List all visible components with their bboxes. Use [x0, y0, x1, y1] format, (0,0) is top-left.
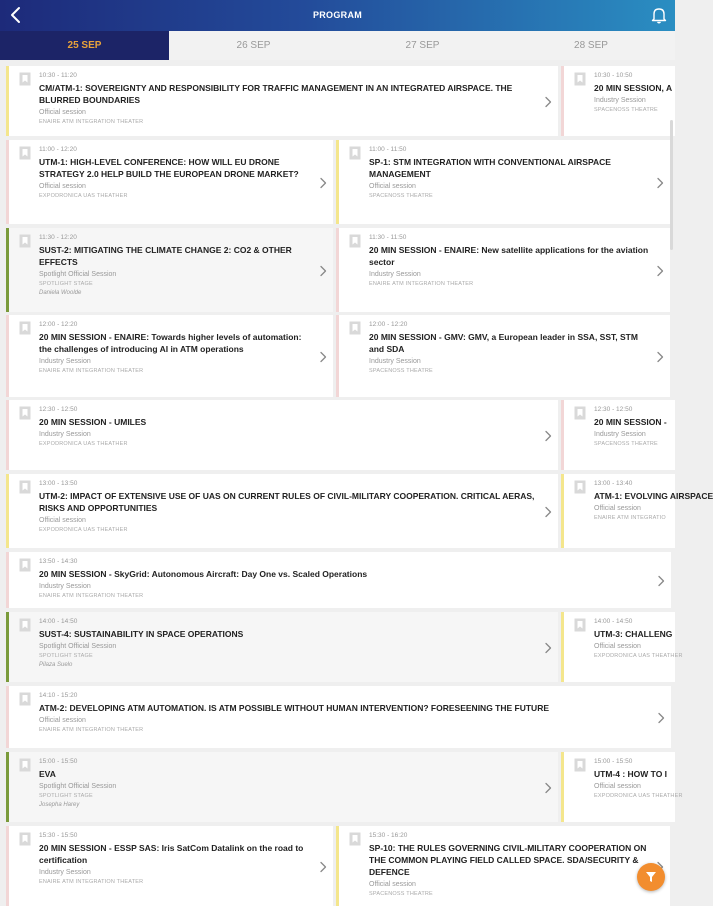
session-speaker: Josepha Harey — [39, 802, 80, 808]
bookmark-icon[interactable] — [19, 832, 31, 846]
session-title: CM/ATM-1: SOVEREIGNTY AND RESPONSIBILITY FOR TRAFFIC MANAGEMENT IN AN INTEGRATED AIRSPACE. THE BLURRED BOUNDARIES — [39, 83, 513, 105]
chevron-right-icon — [319, 860, 327, 872]
session-card[interactable] — [561, 474, 713, 548]
session-time: 14:10 - 15:20 — [39, 692, 78, 699]
session-speaker: Pilaza Suelo — [39, 662, 73, 668]
session-type: Industry Session — [594, 97, 646, 104]
session-title: SP-1: STM INTEGRATION WITH CONVENTIONAL AIRSPACE MANAGEMENT — [369, 157, 611, 179]
bell-icon[interactable] — [651, 6, 667, 24]
session-body — [39, 72, 538, 127]
chevron-right-icon — [544, 429, 552, 441]
session-title: 20 MIN SESSION - GMV: GMV, a European leader in SSA, SST, STM and SDA — [369, 332, 638, 354]
session-card[interactable] — [336, 826, 670, 906]
session-title: 20 MIN SESSION - SkyGrid: Autonomous Aircraft: Day One vs. Scaled Operations — [39, 569, 368, 579]
session-title: ATM-1: EVOLVING AIRSPACE — [594, 491, 713, 501]
session-card[interactable] — [561, 752, 683, 822]
session-room: SPACENOSS THEATRE — [369, 368, 433, 374]
session-card[interactable] — [6, 315, 333, 397]
session-room: ENAIRE ATM INTEGRATION THEATER — [39, 727, 144, 733]
bookmark-icon[interactable] — [19, 758, 31, 772]
session-title: 20 MIN SESSION - ESSP SAS: Iris SatCom Datalink on the road to certification — [39, 843, 304, 865]
session-grid — [0, 60, 713, 900]
chevron-right-icon — [657, 574, 665, 586]
session-card[interactable] — [561, 66, 675, 136]
session-time: 12:30 - 12:50 — [594, 406, 633, 413]
bookmark-icon[interactable] — [349, 832, 361, 846]
session-title: SUST-4: SUSTAINABILITY IN SPACE OPERATIONS — [39, 629, 244, 639]
session-room: ENAIRE ATM INTEGRATION THEATER — [39, 879, 144, 885]
session-card[interactable] — [336, 315, 670, 397]
session-time: 10:30 - 11:20 — [39, 72, 77, 79]
session-title: 20 MIN SESSION, A — [594, 83, 673, 93]
bookmark-icon[interactable] — [19, 692, 31, 706]
session-time: 15:30 - 15:50 — [39, 832, 78, 839]
bookmark-icon[interactable] — [574, 480, 586, 494]
session-type: Industry Session — [39, 358, 91, 365]
session-body — [369, 146, 650, 201]
session-time: 12:00 - 12:20 — [39, 321, 78, 328]
session-card[interactable] — [6, 400, 558, 470]
session-card[interactable] — [6, 228, 333, 312]
session-title: 20 MIN SESSION - UMILES — [39, 417, 147, 427]
session-body — [594, 480, 713, 523]
session-room: ENAIRE ATM INTEGRATION THEATER — [39, 593, 144, 599]
session-card[interactable] — [6, 612, 558, 682]
session-card[interactable] — [6, 552, 671, 608]
session-card[interactable] — [561, 400, 675, 470]
session-time: 15:00 - 15:50 — [594, 758, 633, 765]
session-title: EVA — [39, 769, 56, 779]
bookmark-icon[interactable] — [19, 618, 31, 632]
session-body — [39, 406, 538, 449]
app-header — [0, 0, 675, 31]
bookmark-icon[interactable] — [19, 72, 31, 86]
session-room: SPACENOSS THEATRE — [594, 441, 658, 447]
session-title: 20 MIN SESSION - ENAIRE: New satellite applications for the aviation sector — [369, 245, 649, 267]
session-room: ENAIRE ATM INTEGRATION THEATER — [369, 281, 474, 287]
session-card[interactable] — [6, 826, 333, 906]
session-card[interactable] — [336, 140, 670, 224]
session-type: Industry Session — [369, 271, 421, 278]
bookmark-icon[interactable] — [574, 758, 586, 772]
session-time: 11:00 - 12:20 — [39, 146, 77, 153]
session-body — [39, 618, 538, 670]
session-room: SPACENOSS THEATRE — [369, 891, 433, 897]
session-body — [39, 321, 313, 376]
session-room: EXPODRONICA UAS THEATHER — [594, 793, 683, 799]
session-time: 15:30 - 16:20 — [369, 832, 408, 839]
session-time: 13:50 - 14:30 — [39, 558, 78, 565]
session-type: Official session — [39, 109, 86, 116]
session-title: 20 MIN SESSION - ENAIRE: Towards higher levels of automation: the challenges of introducing AI in ATM operations — [39, 332, 302, 354]
session-type: Industry Session — [39, 869, 91, 876]
session-room: SPACENOSS THEATRE — [369, 193, 433, 199]
session-title: UTM-4 : HOW TO I — [594, 769, 668, 779]
session-card[interactable] — [6, 686, 671, 748]
filter-button[interactable] — [637, 863, 665, 891]
session-type: Official session — [369, 183, 416, 190]
session-title: UTM-3: CHALLENG — [594, 629, 673, 639]
session-type: Industry Session — [369, 358, 421, 365]
page-title: PROGRAM — [312, 10, 363, 20]
session-room: EXPODRONICA UAS THEATHER — [594, 653, 683, 659]
session-time: 14:00 - 14:50 — [39, 618, 78, 625]
session-room: SPOTLIGHT STAGE — [39, 281, 93, 287]
session-room: EXPODRONICA UAS THEATHER — [39, 441, 128, 447]
session-type: Industry Session — [594, 431, 646, 438]
session-card[interactable] — [6, 140, 333, 224]
session-type: Official session — [39, 183, 86, 190]
bookmark-icon[interactable] — [19, 406, 31, 420]
session-type: Industry Session — [39, 583, 91, 590]
session-body — [39, 692, 651, 735]
session-room: EXPODRONICA UAS THEATHER — [39, 193, 128, 199]
bookmark-icon[interactable] — [349, 321, 361, 335]
date-tabs — [0, 31, 675, 60]
chevron-right-icon — [656, 264, 664, 276]
tab-27-sep[interactable]: 27 SEP — [405, 40, 440, 51]
bookmark-icon[interactable] — [574, 618, 586, 632]
session-room: ENAIRE ATM INTEGRATION THEATER — [39, 119, 144, 125]
session-type: Spotlight Official Session — [39, 783, 117, 790]
session-room: ENAIRE ATM INTEGRATIO — [594, 515, 666, 521]
session-time: 11:00 - 11:50 — [369, 146, 407, 153]
tab-25-sep[interactable]: 25 SEP — [0, 31, 169, 60]
session-body — [39, 480, 538, 535]
chevron-right-icon — [319, 350, 327, 362]
chevron-right-icon — [319, 264, 327, 276]
session-type: Industry Session — [39, 431, 91, 438]
chevron-right-icon — [656, 176, 664, 188]
bookmark-icon[interactable] — [19, 480, 31, 494]
bookmark-icon[interactable] — [349, 234, 361, 248]
session-body — [594, 618, 683, 661]
tab-28-sep[interactable]: 28 SEP — [574, 40, 608, 51]
session-title: UTM-2: IMPACT OF EXTENSIVE USE OF UAS ON CURRENT RULES OF CIVIL-MILITARY COOPERATION. CRITICAL AERAS, RISKS AND OPPORTUNITIES — [39, 491, 535, 513]
session-card[interactable] — [561, 612, 683, 682]
session-title: 20 MIN SESSION - — [594, 417, 667, 427]
session-time: 11:30 - 11:50 — [369, 234, 407, 241]
bookmark-icon[interactable] — [574, 406, 586, 420]
session-title: SP-10: THE RULES GOVERNING CIVIL-MILITARY COOPERATION ON THE COMMON PLAYING FIELD CALLED SPACE. SDA/SECURITY & DEFENCE — [369, 843, 647, 877]
session-time: 10:30 - 10:50 — [594, 72, 633, 79]
bookmark-icon[interactable] — [19, 234, 31, 248]
session-time: 13:00 - 13:40 — [594, 480, 633, 487]
session-body — [594, 758, 683, 801]
chevron-right-icon — [319, 176, 327, 188]
session-type: Spotlight Official Session — [39, 643, 117, 650]
session-body — [39, 558, 651, 601]
session-body — [39, 832, 313, 887]
session-time: 15:00 - 15:50 — [39, 758, 78, 765]
session-title: SUST-2: MITIGATING THE CLIMATE CHANGE 2: CO2 & OTHER EFFECTS — [39, 245, 292, 267]
session-type: Official session — [369, 881, 416, 888]
session-room: EXPODRONICA UAS THEATHER — [39, 527, 128, 533]
session-title: UTM-1: HIGH-LEVEL CONFERENCE: HOW WILL EU DRONE STRATEGY 2.0 HELP BUILD THE EUROPEAN DRONE MARKET? — [39, 157, 299, 179]
session-time: 14:00 - 14:50 — [594, 618, 633, 625]
session-type: Official session — [39, 517, 86, 524]
chevron-right-icon — [544, 781, 552, 793]
session-card[interactable] — [6, 474, 558, 548]
bookmark-icon[interactable] — [19, 321, 31, 335]
session-body — [594, 406, 675, 449]
session-time: 12:00 - 12:20 — [369, 321, 408, 328]
session-type: Official session — [594, 505, 641, 512]
session-type: Official session — [594, 783, 641, 790]
chevron-right-icon — [544, 95, 552, 107]
chevron-right-icon — [544, 505, 552, 517]
session-card[interactable] — [336, 228, 670, 312]
session-room: SPOTLIGHT STAGE — [39, 653, 93, 659]
session-body — [369, 832, 650, 899]
tab-26-sep[interactable]: 26 SEP — [236, 40, 271, 51]
chevron-right-icon — [544, 641, 552, 653]
session-type: Official session — [594, 643, 641, 650]
bookmark-icon[interactable] — [19, 146, 31, 160]
session-card[interactable] — [6, 752, 558, 822]
session-speaker: Daniela Woolde — [39, 290, 82, 296]
session-body — [39, 234, 313, 298]
session-room: ENAIRE ATM INTEGRATION THEATER — [39, 368, 144, 374]
session-time: 12:30 - 12:50 — [39, 406, 78, 413]
session-room: SPOTLIGHT STAGE — [39, 793, 93, 799]
session-body — [39, 146, 313, 201]
session-type: Official session — [39, 717, 86, 724]
session-body — [369, 234, 650, 289]
session-time: 11:30 - 12:20 — [39, 234, 77, 241]
session-body — [369, 321, 650, 376]
bookmark-icon[interactable] — [349, 146, 361, 160]
session-room: SPACENOSS THEATRE — [594, 107, 658, 113]
bookmark-icon[interactable] — [19, 558, 31, 572]
chevron-right-icon — [657, 711, 665, 723]
scrollbar[interactable] — [670, 120, 673, 250]
session-body — [39, 758, 538, 810]
session-type: Spotlight Official Session — [39, 271, 117, 278]
chevron-right-icon — [656, 350, 664, 362]
session-card[interactable] — [6, 66, 558, 136]
session-time: 13:00 - 13:50 — [39, 480, 78, 487]
filter-icon — [645, 871, 657, 883]
session-body — [594, 72, 675, 115]
session-title: ATM-2: DEVELOPING ATM AUTOMATION. IS ATM POSSIBLE WITHOUT HUMAN INTERVENTION? FORESEENING THE FUTURE — [39, 703, 549, 713]
bookmark-icon[interactable] — [574, 72, 586, 86]
